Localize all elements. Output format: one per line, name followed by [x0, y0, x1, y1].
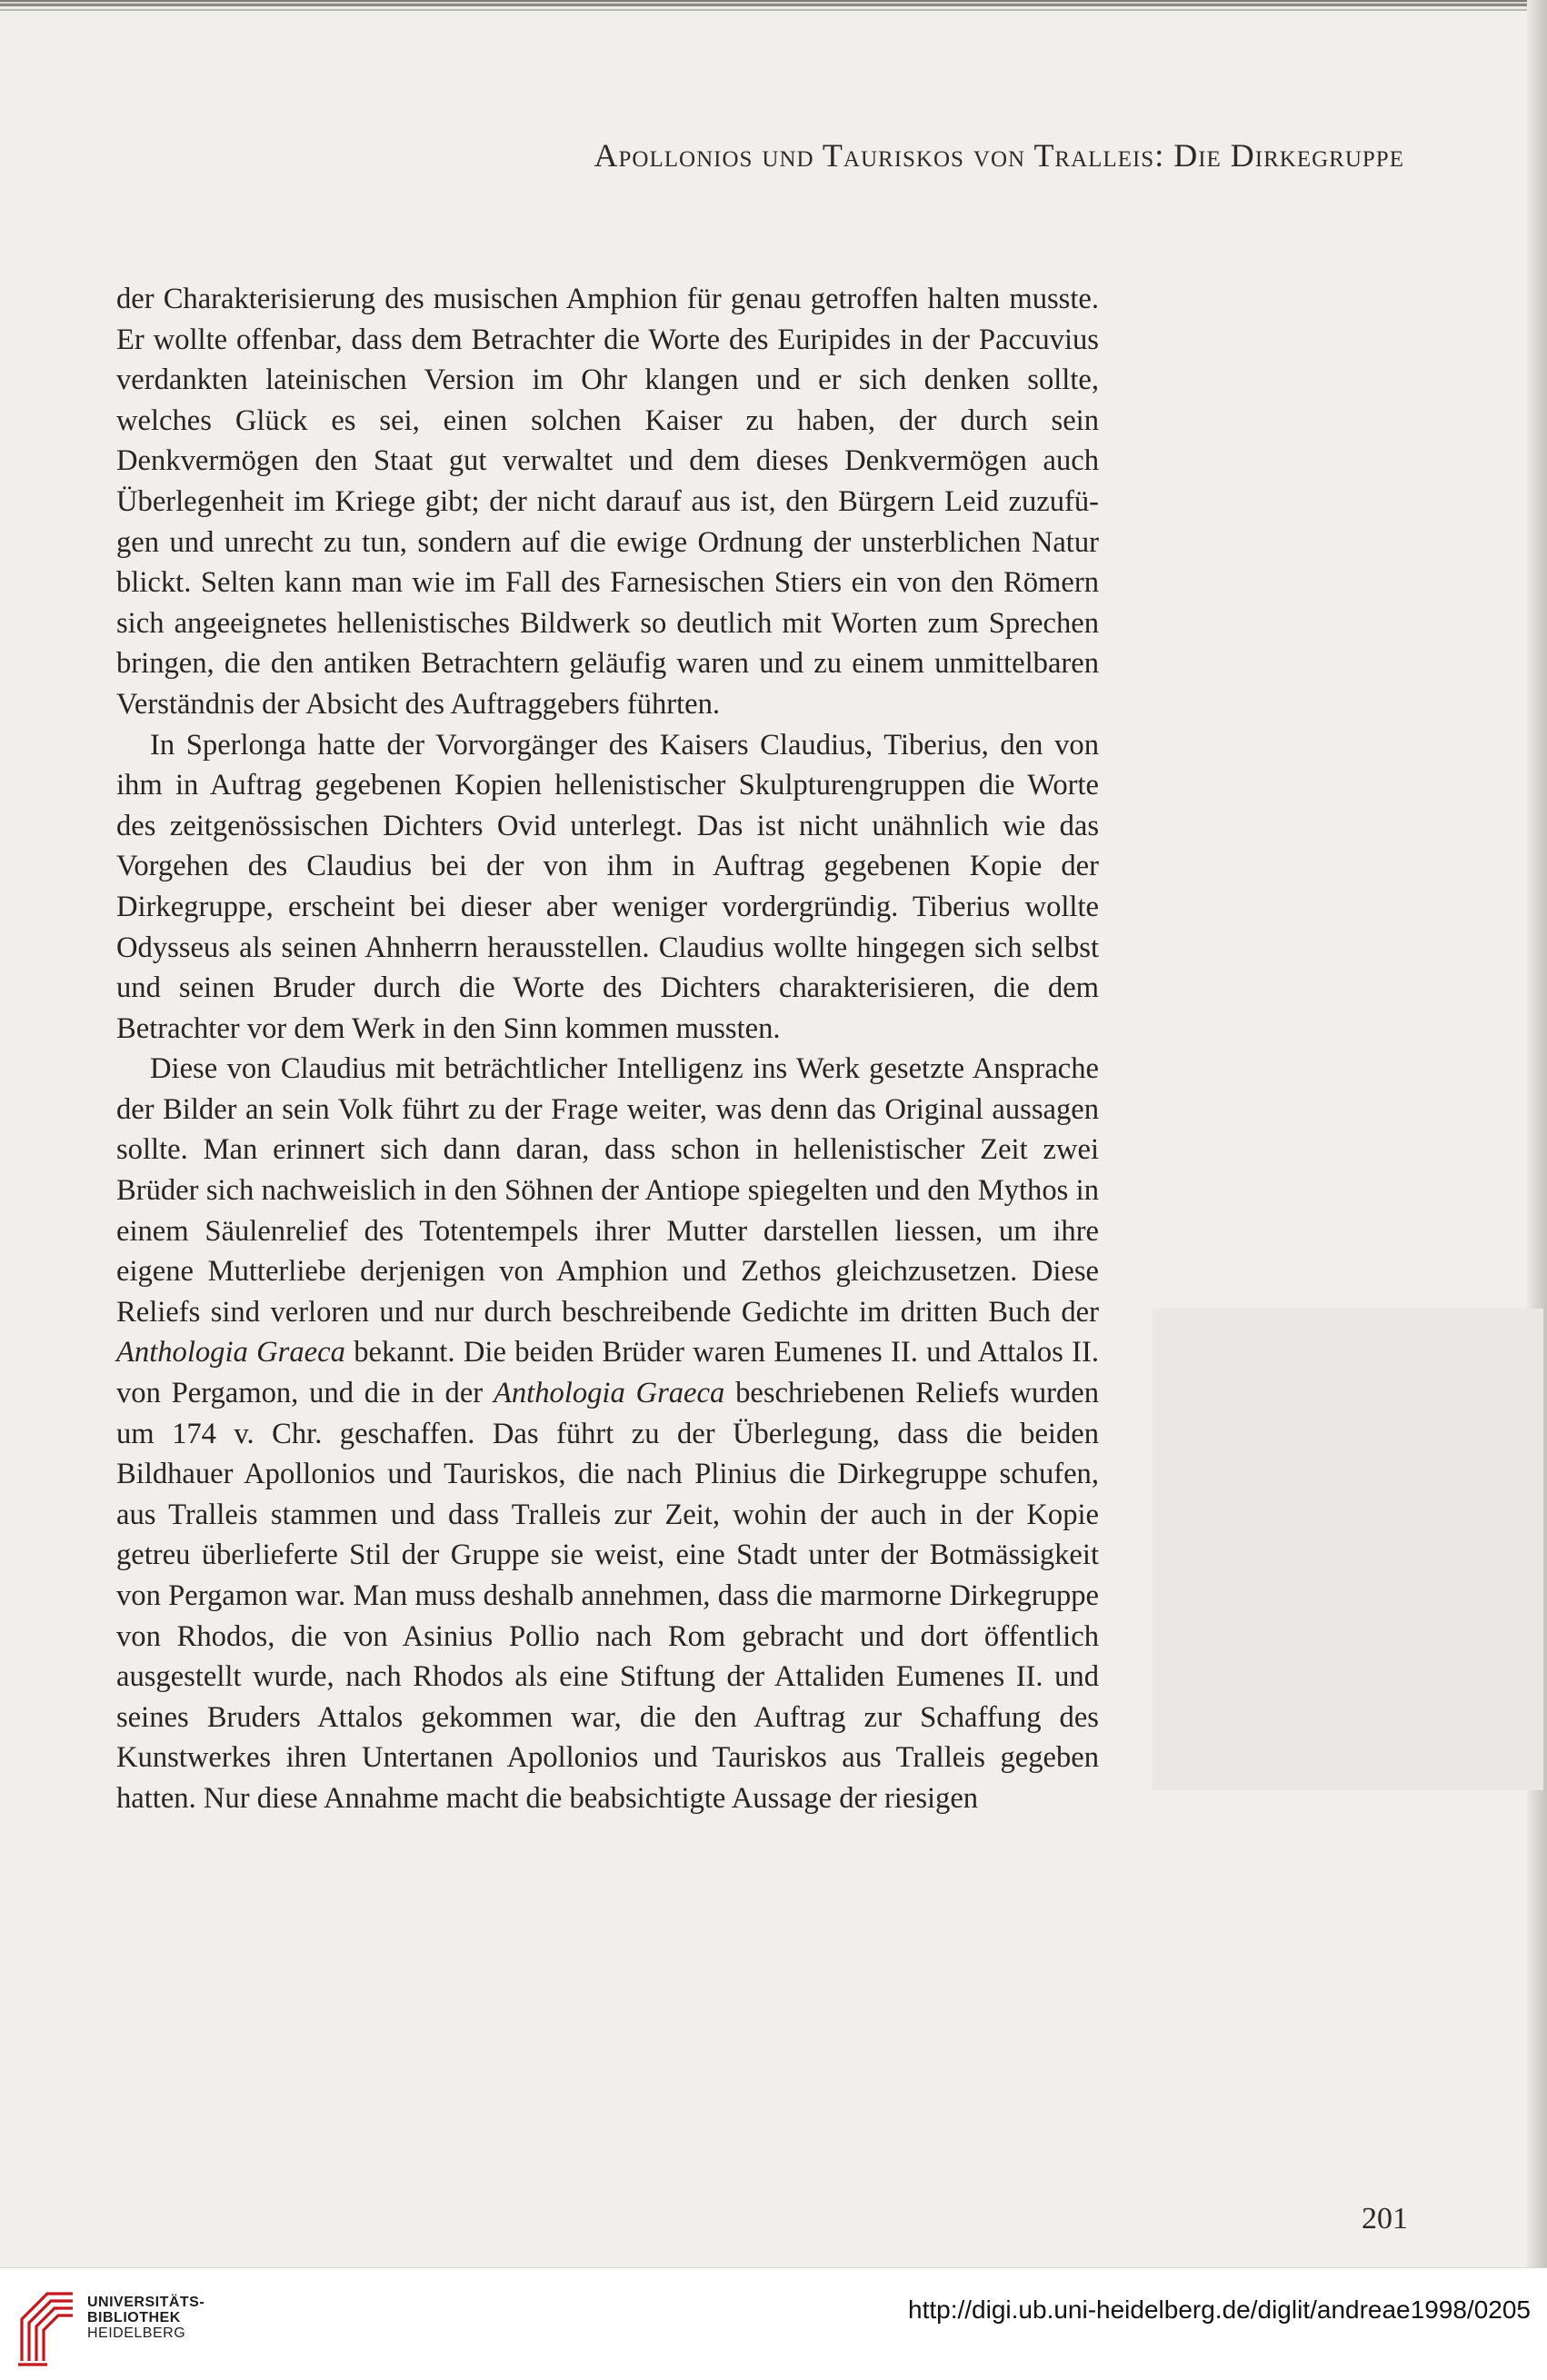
book-title-anthologia-graeca: Anthologia Graeca: [116, 1336, 345, 1369]
scan-right-edge: [1527, 0, 1547, 2267]
body-text: [116, 279, 1099, 1819]
library-name: [87, 2295, 205, 2341]
show-through-figure: [1153, 1309, 1543, 1790]
paragraph-3-part-a: Diese von Claudius mit beträchtlicher Intelligenz ins Werk gesetzte Ansprache der Bilder an sein Volk führt zu der Frage weiter, was denn das Original aussagen sollte. Man erinnert sich dann daran, dass schon in hellenistischer Zeit zwei Brüder sich nachweislich in den Söhnen der Antiope spiegelten und den Mythos in einem Säulenrelief des Totentempels ihrer Mutter darstellen liessen, um ihre eigene Mutterliebe derjenigen von Amphion und Zethos gleichzusetzen. Diese Reliefs sind verloren und nur durch beschreibende Gedichte im dritten Buch der: [116, 1052, 1099, 1329]
paragraph-3-part-b: bekannt. Die beiden Brüder waren Eumenes II. und Attalos II. von Pergamon, und die in der: [116, 1336, 1099, 1410]
page-number: 201: [1362, 2202, 1408, 2236]
library-name-line-2: BIBLIOTHEK: [87, 2310, 181, 2325]
running-head: Apollonios und Tauriskos von Tralleis: Die Dirkegruppe: [594, 137, 1404, 174]
paragraph-3: [116, 1049, 1099, 1818]
book-title-anthologia-graeca-2: Anthologia Graeca: [493, 1377, 725, 1410]
library-name-line-1: UNIVERSITÄTS-: [87, 2295, 205, 2310]
paragraph-2: In Sperlonga hatte der Vorvorgänger des Kaisers Claudius, Tiberius, den von ihm in Auftrag gegebenen Kopien hellenistischer Skulpturengruppen die Worte des zeitgenössischen Dichters Ovid unterlegt. Das ist nicht unähnlich wie das Vorgehen des Claudius bei der von ihm in Auftrag gegebenen Kopie der Dirkegruppe, erscheint bei dieser aber weniger vordergründig. Tiberius wollte Odysseus als seinen Ahnherrn herausstellen. Claudius wollte hingegen sich selbst und seinen Bruder durch die Worte des Dichters charakterisieren, die dem Betrachter vor dem Werk in den Sinn kommen mussten.: [116, 728, 1099, 1045]
library-name-line-3: HEIDELBERG: [87, 2325, 186, 2341]
footer-bar: [0, 2267, 1547, 2380]
paragraph-3-part-c: beschriebenen Reliefs wurden um 174 v. Chr. geschaffen. Das führt zu der Überlegung, dass die beiden Bildhauer Apollonios und Tauriskos, die nach Plinius die Dirkegruppe schufen, aus Tralleis stammen und dass Tralleis zur Zeit, wohin der auch in der Kopie getreu überlieferte Stil der Gruppe sie weist, eine Stadt unter der Botmässigkeit von Pergamon war. Man muss deshalb annehmen, dass die marmorne Dirkegruppe von Rhodos, die von Asinius Pollio nach Rom gebracht und dort öffentlich ausgestellt wurde, nach Rhodos als eine Stiftung der Attaliden Eumenes II. und seines Bruders Attalos gekommen war, die den Auftrag zur Schaffung des Kunstwerkes ihren Untertanen Apollonios und Tauriskos aus Tralleis gegeben hatten. Nur diese Annahme macht die beabsichtigte Aussage der riesigen: [116, 1377, 1099, 1815]
source-url-link[interactable]: http://digi.ub.uni-heidelberg.de/diglit/andreae1998/0205: [908, 2295, 1531, 2324]
university-library-logo-icon[interactable]: [16, 2283, 80, 2366]
scan-top-edge: [0, 0, 1547, 18]
paragraph-1: der Charakterisierung des musischen Amphion für genau getroffen halten musste. Er wollte offenbar, dass dem Betrachter die Worte des Euripides in der Paccuvius verdankten lateinischen Version im Ohr klangen und er sich denken sollte, welches Glück es sei, einen solchen Kaiser zu haben, der durch sein Denkvermögen den Staat gut verwaltet und dem dieses Denkvermögen auch Überlegenheit im Kriege gibt; der nicht darauf aus ist, den Bürgern Leid zuzufügen und unrecht zu tun, sondern auf die ewige Ordnung der unsterblichen Natur blickt. Selten kann man wie im Fall des Farnesischen Stiers ein von den Römern sich angeeignetes hellenistisches Bildwerk so deutlich mit Worten zum Sprechen bringen, die den antiken Betrachtern geläufig waren und zu einem unmittelbaren Verständnis der Absicht des Auftraggebers führten.: [116, 283, 1099, 721]
